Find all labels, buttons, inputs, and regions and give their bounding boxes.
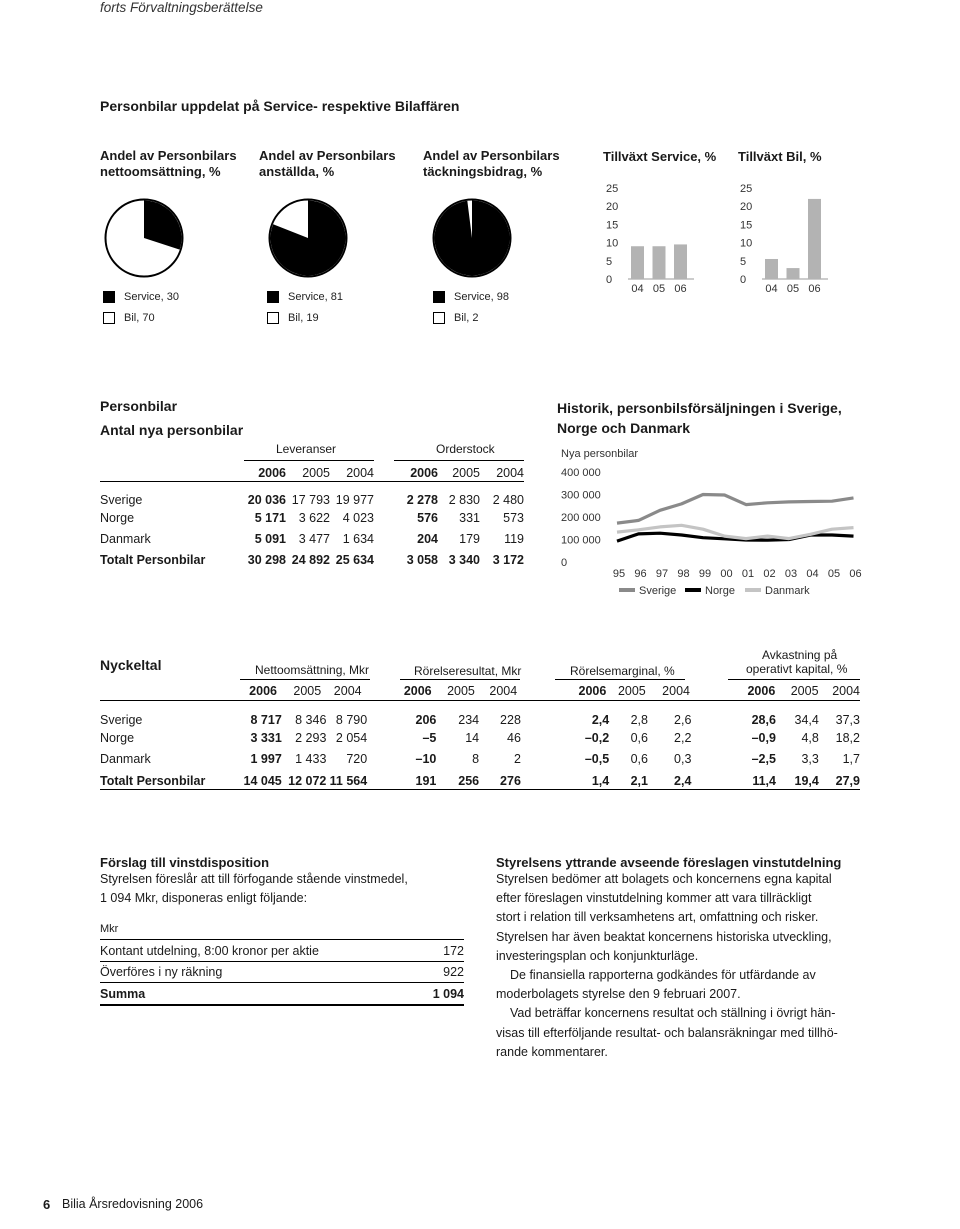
cell: 2 480 — [492, 493, 524, 507]
x-tick-label: 05 — [827, 568, 841, 580]
year-2006: 2006 — [578, 683, 607, 698]
pie-chart-3 — [432, 198, 512, 278]
forslag-unit: Mkr — [100, 923, 119, 936]
pie-title-3b: täckningsbidrag, % — [423, 164, 543, 179]
cell: 11,4 — [752, 773, 776, 788]
cell: 19,4 — [794, 773, 819, 788]
legend-swatch-empty — [267, 312, 279, 324]
forslag-row — [100, 962, 464, 983]
year-2006: 2006 — [258, 465, 286, 480]
year-2005: 2005 — [452, 465, 480, 480]
group-avkastning-1: Avkastning på — [762, 648, 838, 662]
line-chart-ylabel: Nya personbilar — [561, 448, 639, 460]
cell: 2 830 — [448, 493, 480, 507]
legend-service-3 — [433, 291, 509, 303]
cell: 2,6 — [674, 713, 692, 727]
footer-text: Bilia Årsredovisning 2006 — [62, 1197, 204, 1211]
cell: 0,6 — [630, 752, 648, 767]
cell: 3 172 — [492, 552, 524, 567]
x-tick-label: 06 — [674, 283, 687, 295]
table-row — [100, 749, 860, 771]
cell: 1,7 — [842, 752, 860, 767]
yttrande-paragraph-3 — [496, 1004, 861, 1062]
running-head: forts Förvaltningsberättelse — [100, 0, 263, 15]
x-tick-label: 03 — [784, 568, 798, 580]
forslag-rows — [100, 940, 464, 1006]
row-label: Sverige — [100, 713, 143, 727]
rule — [244, 460, 374, 461]
cell: 37,3 — [835, 713, 860, 727]
y-tick-label: 200 000 — [561, 512, 601, 524]
legend-swatch-empty — [433, 312, 445, 324]
yttrande-section — [496, 855, 861, 1062]
legend-label: Bil, 2 — [454, 312, 479, 324]
cell: 1 634 — [342, 531, 374, 546]
legend-label: Service, 81 — [288, 291, 344, 303]
cell: 2,2 — [674, 730, 692, 745]
yttrande-line: stort i relation till verksamhetens art, omfattning och risker. — [496, 910, 819, 925]
pie-title-1a: Andel av Personbilars — [100, 148, 237, 163]
legend-label: Service, 30 — [124, 291, 180, 303]
cell: –0,9 — [751, 730, 776, 745]
cell: –0,5 — [584, 752, 610, 767]
group-leveranser: Leveranser — [276, 442, 337, 456]
cell: 0,6 — [630, 730, 648, 745]
pie-title-3a: Andel av Personbilars — [423, 148, 560, 163]
cell: 3 622 — [298, 510, 330, 525]
yttrande-line: moderbolagets styrelse den 9 februari 2007. — [496, 987, 741, 1002]
cell: 2 — [513, 752, 521, 767]
y-tick-label: 5 — [606, 255, 613, 268]
cell: 3 340 — [448, 552, 480, 567]
y-tick-label: 25 — [740, 183, 753, 195]
cell: 228 — [500, 713, 521, 727]
cell: 3 331 — [250, 730, 282, 745]
table-row — [100, 507, 524, 528]
y-tick-label: 20 — [740, 201, 753, 214]
cell: 1 433 — [295, 752, 327, 767]
cell: 20 036 — [247, 493, 286, 507]
personbilar-subtitle: Antal nya personbilar — [100, 422, 244, 438]
cell: 27,9 — [835, 773, 860, 788]
cell: 4 023 — [342, 510, 374, 525]
yttrande-line: Styrelsen bedömer att bolagets och koncernens egna kapital — [496, 872, 832, 886]
cell: 30 298 — [247, 552, 286, 567]
pie-block-1 — [100, 148, 260, 180]
x-tick-label: 97 — [655, 568, 669, 580]
cell: 5 091 — [254, 531, 286, 546]
bar — [808, 199, 821, 279]
year-2004: 2004 — [489, 683, 518, 698]
cell: 2 293 — [295, 730, 327, 745]
pie-block-3 — [423, 148, 593, 180]
x-tick-label: 04 — [765, 283, 778, 295]
yttrande-title: Styrelsens yttrande avseende föreslagen vinstutdelning — [496, 855, 842, 870]
forslag-row-label: Överföres i ny räkning — [100, 965, 223, 980]
rule — [100, 700, 860, 701]
cell: 0,3 — [674, 752, 692, 767]
cell: 18,2 — [835, 730, 860, 745]
legend-label: Danmark — [765, 585, 810, 597]
pie-title-2b: anställda, % — [259, 164, 335, 179]
cell: 204 — [417, 531, 438, 546]
row-label: Sverige — [100, 493, 143, 507]
forslag-section — [100, 855, 464, 1006]
pie-title-1b: nettoomsättning, % — [100, 164, 221, 179]
forslag-line-2: 1 094 Mkr, disponeras enligt följande: — [100, 891, 308, 906]
line-chart-title: Historik, personbilsförsäljningen i Sverige, Norge och Danmark — [557, 400, 842, 436]
pie-chart-1 — [104, 198, 184, 278]
y-tick-label: 400 000 — [561, 467, 601, 479]
y-tick-label: 25 — [606, 183, 619, 195]
x-tick-label: 01 — [741, 568, 755, 580]
legend-label: Sverige — [639, 585, 677, 597]
cell: 720 — [346, 752, 368, 767]
legend-label: Bil, 19 — [288, 312, 319, 324]
legend-label: Bil, 70 — [124, 312, 155, 324]
legend-bil-1 — [103, 312, 155, 324]
cell: 8 — [472, 752, 480, 767]
personbilar-body — [100, 482, 524, 570]
bar — [674, 244, 687, 279]
cell: 3 058 — [406, 552, 438, 567]
pie-title-2a: Andel av Personbilars — [259, 148, 396, 163]
table-row — [100, 702, 860, 727]
series-line-sverige — [617, 495, 854, 524]
nyckeltal-title: Nyckeltal — [100, 657, 162, 673]
group-rorelsemarginal: Rörelsemarginal, % — [570, 664, 675, 678]
group-avkastning-2: operativt kapital, % — [746, 662, 848, 676]
cell: 119 — [504, 531, 524, 546]
cell: 11 564 — [329, 773, 368, 788]
cell: 179 — [459, 531, 480, 546]
table-row — [100, 549, 524, 570]
year-2005: 2005 — [447, 683, 475, 698]
yttrande-line: Styrelsen har även beaktat koncernens historiska utveckling, — [496, 929, 832, 944]
legend-label: Service, 98 — [454, 291, 510, 303]
rule — [400, 679, 520, 680]
legend-swatch-filled — [267, 291, 279, 303]
cell: 4,8 — [801, 730, 819, 745]
yttrande-paragraph-2 — [496, 966, 861, 1004]
y-tick-label: 20 — [606, 201, 619, 214]
table-group-header — [100, 442, 524, 460]
page-number: 6 — [43, 1197, 51, 1212]
bar — [653, 246, 666, 279]
cell: 34,4 — [794, 713, 819, 727]
row-label: Totalt Personbilar — [100, 773, 206, 788]
y-tick-label: 10 — [740, 237, 753, 250]
x-tick-label: 06 — [849, 568, 862, 580]
bar-chart-bil — [730, 176, 850, 298]
y-tick-label: 0 — [740, 274, 747, 286]
forslag-row — [100, 983, 464, 1004]
rule — [100, 789, 860, 790]
forslag-row-value: 172 — [443, 943, 464, 958]
forslag-title: Förslag till vinstdisposition — [100, 855, 270, 870]
y-tick-label: 5 — [740, 255, 747, 268]
yttrande-line: visas till efterföljande resultat- och balansräkningar med tillhö- — [496, 1025, 838, 1040]
yttrande-line: efter föreslagen vinstutdelning kommer att vara tillräckligt — [496, 891, 812, 906]
line-chart-history — [557, 462, 860, 604]
bar — [765, 259, 778, 279]
cell: 12 072 — [288, 773, 327, 788]
cell: 2 054 — [335, 730, 368, 745]
x-tick-label: 04 — [806, 568, 819, 580]
cell: 14 — [465, 730, 480, 745]
x-tick-label: 98 — [677, 568, 690, 580]
table-row — [100, 528, 524, 549]
legend-label: Norge — [705, 585, 735, 597]
cell: 8 346 — [295, 713, 327, 727]
cell: 576 — [417, 510, 438, 525]
legend-service-2 — [267, 291, 343, 303]
bar-chart-title-service: Tillväxt Service, % — [603, 149, 717, 164]
rule — [728, 679, 860, 680]
legend-bil-3 — [433, 312, 478, 324]
table-row — [100, 482, 524, 507]
group-rorelseresultat: Rörelseresultat, Mkr — [414, 664, 522, 678]
x-tick-label: 96 — [634, 568, 647, 580]
row-label: Norge — [100, 510, 135, 525]
cell: 234 — [458, 713, 480, 727]
cell: 331 — [459, 510, 480, 525]
y-tick-label: 0 — [606, 274, 613, 286]
x-tick-label: 02 — [763, 568, 776, 580]
cell: 2 278 — [406, 493, 438, 507]
y-tick-label: 10 — [606, 237, 619, 250]
cell: 573 — [503, 510, 524, 525]
y-tick-label: 0 — [561, 557, 568, 569]
cell: 1 997 — [250, 752, 282, 767]
cell: 24 892 — [291, 552, 330, 567]
year-2005: 2005 — [617, 683, 646, 698]
rule — [100, 1004, 464, 1006]
year-2006: 2006 — [410, 465, 438, 480]
cell: –2,5 — [751, 752, 776, 767]
cell: 46 — [507, 730, 521, 745]
group-netto: Nettoomsättning, Mkr — [255, 663, 370, 677]
legend-bil-2 — [267, 312, 319, 324]
cell: 19 977 — [335, 493, 374, 507]
legend-swatch-filled — [433, 291, 445, 303]
row-label: Danmark — [100, 752, 151, 767]
y-tick-label: 100 000 — [561, 534, 601, 547]
cell: 1,4 — [591, 773, 610, 788]
row-label: Danmark — [100, 531, 151, 546]
legend-swatch-filled — [103, 291, 115, 303]
year-2005: 2005 — [790, 683, 819, 698]
pie-chart-2 — [268, 198, 348, 278]
year-2005: 2005 — [293, 683, 322, 698]
yttrande-line: Vad beträffar koncernens resultat och ställning i övrigt hän- — [510, 1006, 836, 1021]
x-tick-label: 05 — [786, 283, 800, 295]
forslag-row-value: 922 — [443, 965, 464, 980]
x-tick-label: 05 — [652, 283, 666, 295]
legend-service-1 — [103, 291, 179, 303]
year-2004: 2004 — [832, 683, 860, 698]
x-tick-label: 04 — [631, 283, 644, 295]
bar-chart-service — [596, 176, 716, 298]
year-2004: 2004 — [662, 683, 690, 698]
y-tick-label: 300 000 — [561, 489, 601, 502]
cell: 2,4 — [674, 773, 692, 788]
year-2004: 2004 — [333, 683, 362, 698]
cell: 3 477 — [298, 531, 330, 546]
nyckeltal-body — [100, 702, 860, 792]
year-2005: 2005 — [302, 465, 330, 480]
x-tick-label: 99 — [698, 568, 712, 580]
y-tick-label: 15 — [606, 219, 619, 232]
row-label: Totalt Personbilar — [100, 552, 206, 567]
cell: 25 634 — [335, 552, 374, 567]
forslag-row-value: 1 094 — [432, 986, 464, 1001]
y-tick-label: 15 — [740, 219, 753, 232]
year-2006: 2006 — [403, 683, 432, 698]
cell: 2,4 — [591, 713, 610, 727]
rule — [240, 679, 370, 680]
nyckeltal-year-header — [100, 682, 860, 699]
pie-block-2 — [259, 148, 419, 180]
cell: 206 — [415, 713, 437, 727]
bar — [787, 268, 800, 279]
forslag-row-label: Summa — [100, 986, 146, 1001]
cell: 5 171 — [254, 510, 286, 525]
cell: 191 — [415, 773, 437, 788]
forslag-row-label: Kontant utdelning, 8:00 kronor per aktie — [100, 943, 319, 958]
cell: 28,6 — [751, 713, 776, 727]
cell: 8 717 — [250, 713, 282, 727]
table-row — [100, 727, 860, 749]
yttrande-line: rande kommentarer. — [496, 1044, 608, 1059]
cell: 2,8 — [630, 713, 648, 727]
cell: 2,1 — [630, 773, 648, 788]
year-2004: 2004 — [346, 465, 374, 480]
cell: –10 — [415, 752, 437, 767]
section-title: Personbilar uppdelat på Service- respektive Bilaffären — [100, 98, 460, 114]
yttrande-line: investeringsplan och konjunkturläge. — [496, 948, 699, 963]
row-label: Norge — [100, 730, 135, 745]
group-orderstock: Orderstock — [436, 442, 495, 456]
rule — [555, 679, 685, 680]
bar — [631, 246, 644, 279]
yttrande-line: De finansiella rapporterna godkändes för utfärdande av — [510, 968, 816, 983]
cell: 3,3 — [801, 752, 819, 767]
rule — [394, 460, 524, 461]
cell: 8 790 — [335, 713, 368, 727]
pie-service-slice-3 — [435, 200, 510, 275]
cell: 17 793 — [291, 493, 330, 507]
cell: –0,2 — [584, 730, 610, 745]
forslag-row — [100, 940, 464, 961]
cell: 256 — [458, 773, 480, 788]
cell: 14 045 — [243, 773, 282, 788]
year-2006: 2006 — [249, 683, 277, 698]
x-tick-label: 95 — [612, 568, 626, 580]
forslag-line-1: Styrelsen föreslår att till förfogande stående vinstmedel, — [100, 872, 408, 886]
legend-swatch-empty — [103, 312, 115, 324]
personbilar-table — [100, 442, 524, 570]
x-tick-label: 06 — [808, 283, 821, 295]
personbilar-year-header — [100, 464, 524, 481]
yttrande-paragraph-1 — [496, 870, 861, 966]
cell: –5 — [422, 730, 437, 745]
nyckeltal-table — [100, 645, 860, 788]
bar-chart-title-bil: Tillväxt Bil, % — [738, 149, 822, 164]
x-tick-label: 00 — [720, 568, 733, 580]
cell: 276 — [500, 773, 521, 788]
personbilar-title: Personbilar — [100, 398, 178, 414]
year-2004: 2004 — [496, 465, 524, 480]
year-2006: 2006 — [747, 683, 776, 698]
